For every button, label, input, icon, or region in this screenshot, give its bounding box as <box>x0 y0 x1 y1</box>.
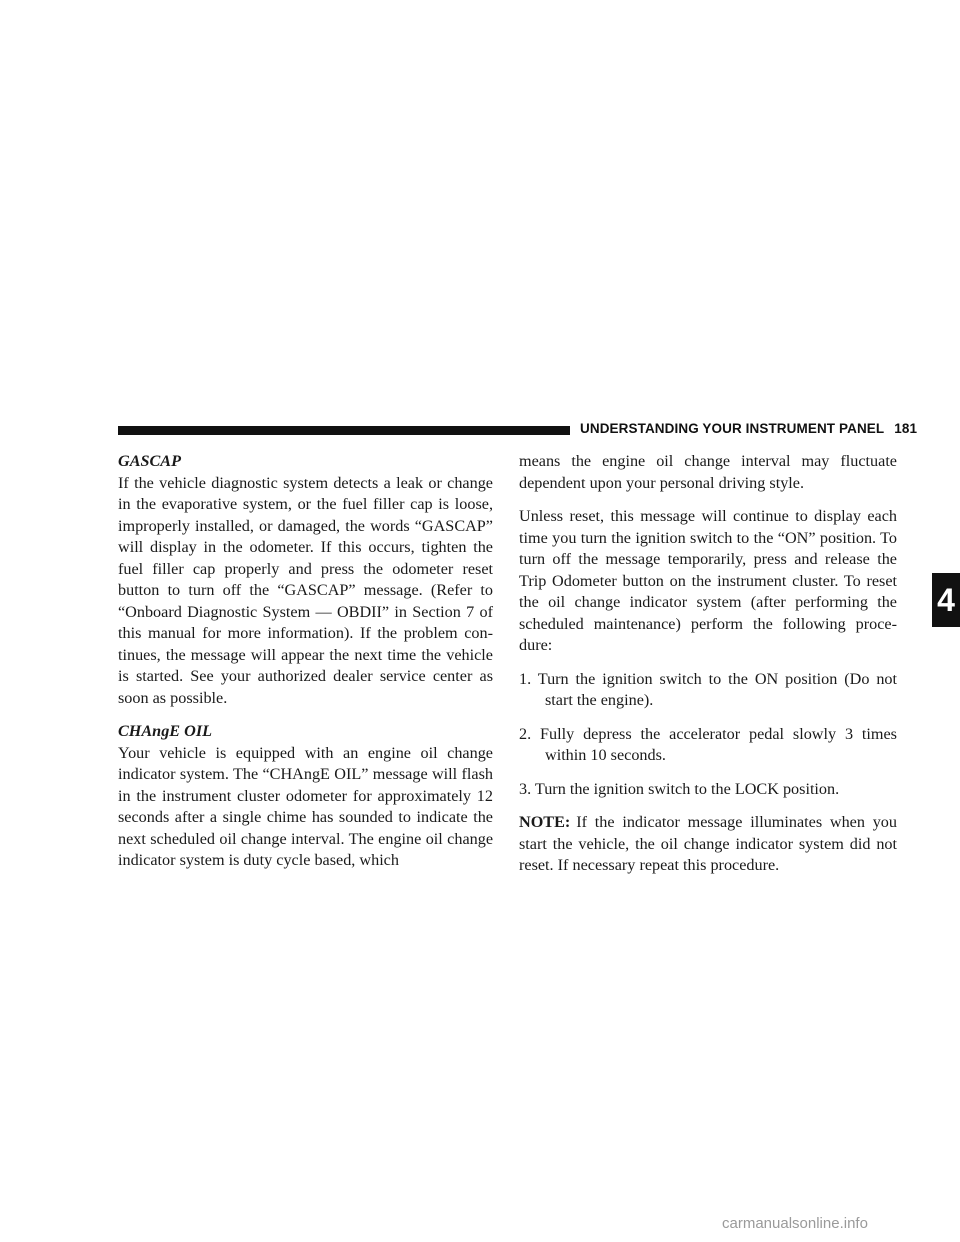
change-oil-body: Your vehicle is equipped with an engine oil change indicator system. The “CHAngE OIL” message will flash in the instrument cluster odometer for approximately 12 seconds after a single chime has sounded to indicate the next scheduled oil change interval. The engine oil change indicator system is duty cycle based, which <box>118 743 493 869</box>
left-column <box>118 451 493 872</box>
gascap-body: If the vehicle diagnostic system detects a leak or change in the evaporative system, or the fuel filler cap is loose, improperly installed, or damaged, the words “GASCAP” will display in the odometer. If this occurs, tighten the fuel filler cap properly and press the odometer reset button to turn off the “GASCAP” message. (Refer to “Onboard Diagnostic System — OBDII” in Section 7 of this manual for more information). If the problem con-tinues, the message will appear the next time the vehicle is started. See your authorized dealer service center as soon as possible. <box>118 473 493 707</box>
header-title: UNDERSTANDING YOUR INSTRUMENT PANEL <box>580 421 885 436</box>
watermark: carmanualsonline.info <box>722 1215 868 1232</box>
step-3: 3. Turn the ignition switch to the LOCK position. <box>519 779 840 798</box>
note-label: NOTE: <box>519 813 571 831</box>
gascap-heading: GASCAP <box>118 452 181 470</box>
header-rule <box>118 426 570 435</box>
running-header <box>580 421 917 436</box>
continuation-paragraph: means the engine oil change interval may fluctuate dependent upon your personal driving style. <box>519 452 897 492</box>
reset-intro-paragraph: Unless reset, this message will continue to display each time you turn the ignition switch to the “ON” position. To turn off the message temporarily, press and release the Trip Odometer button on the instrument cluster. To reset the oil change indicator system (after performing the scheduled maintenance) perform the following proce-dure: <box>519 507 897 654</box>
right-column <box>519 451 897 877</box>
page-number: 181 <box>894 421 918 436</box>
change-oil-heading: CHAngE OIL <box>118 722 213 740</box>
note-text: If the indicator message illuminates when you start the vehicle, the oil change indicator system did not reset. If necessary repeat this procedure. <box>519 813 897 874</box>
step-2: 2. Fully depress the accelerator pedal slowly 3 times within 10 seconds. <box>519 724 897 764</box>
section-tab: 4 <box>932 573 960 627</box>
note-paragraph <box>519 812 897 877</box>
step-1: 1. Turn the ignition switch to the ON position (Do not start the engine). <box>519 669 897 709</box>
